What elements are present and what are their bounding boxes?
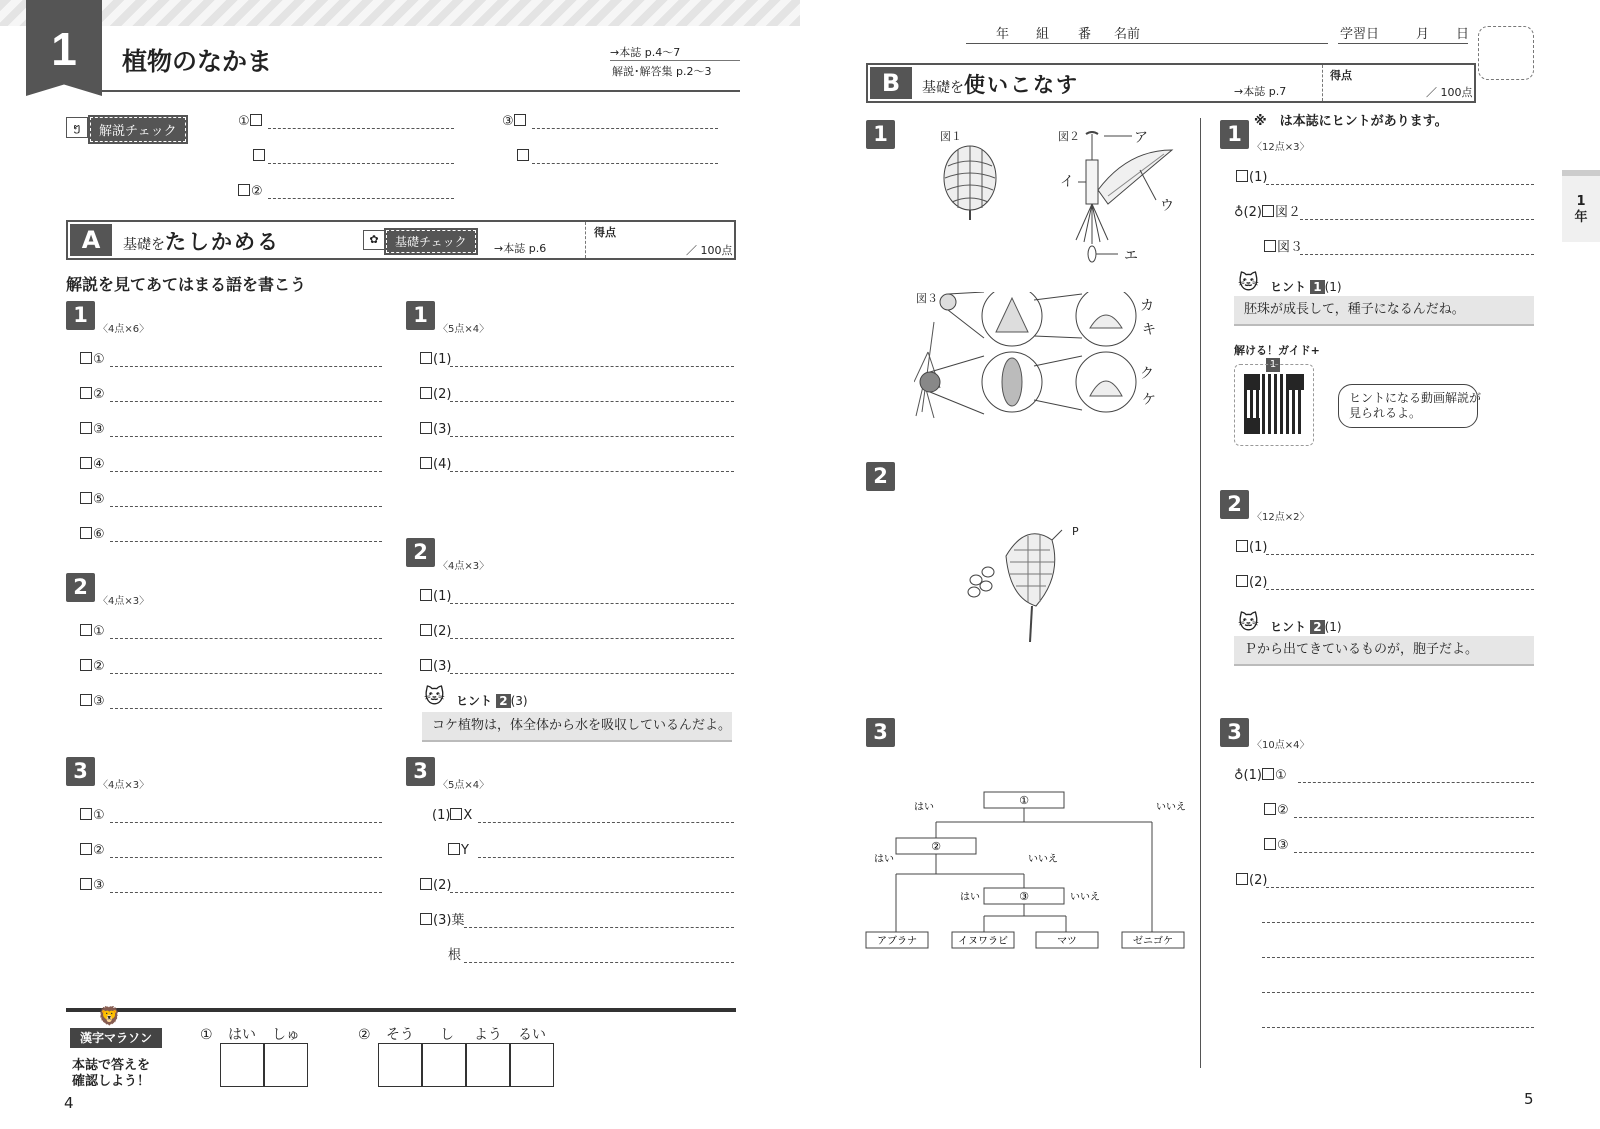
label-p: P [1072, 525, 1079, 538]
guide-num: 1 [1266, 358, 1280, 372]
q1-right-item: (1) [420, 352, 451, 368]
b-q1-item: (1) [1236, 170, 1267, 186]
answer-line [1294, 817, 1534, 818]
q2-right-badge: 2 [406, 538, 435, 567]
header-day: 日 [1456, 27, 1470, 42]
label-ki: キ [1142, 322, 1156, 338]
date-line [1338, 43, 1468, 44]
stamp-box [1478, 26, 1534, 80]
b-q3-item: ② [1264, 803, 1289, 819]
kanji-note-1: 本誌で答えを [72, 1058, 151, 1073]
q2-left-points: 〈4点×3〉 [98, 596, 150, 607]
tree-node-1: ① [1019, 794, 1029, 807]
fig3-label: 図３ [916, 292, 938, 305]
q1-left-item: ③ [80, 422, 105, 438]
kanji-answer-box[interactable] [220, 1043, 264, 1087]
name-line [966, 43, 1328, 44]
hint-a-tag: ヒント 2 (3) [456, 694, 528, 708]
q3-left-item: ② [80, 843, 105, 859]
chapter-title: 植物のなかま [122, 47, 273, 76]
b-fig-q1-badge: 1 [866, 120, 895, 149]
answer-line [110, 673, 382, 674]
kanji-q2-kana: し [440, 1027, 454, 1043]
hint-flag-icon: ♁ [1234, 205, 1244, 220]
kanji-tag: 漢字マラソン [70, 1028, 162, 1048]
answer-line [1262, 922, 1534, 923]
q1-left-item: ① [80, 352, 105, 368]
section-a-title: 基礎をたしかめる [123, 230, 280, 254]
b-fig-q2-badge: 2 [866, 462, 895, 491]
b-q2-item: (1) [1236, 540, 1267, 556]
grade-side-tab[interactable] [1562, 170, 1600, 242]
sprout-icon: ✿ [363, 230, 385, 250]
b-q3-item: ♁(1) ① [1234, 768, 1287, 783]
answer-line [110, 822, 382, 823]
q2-right-points: 〈4点×3〉 [438, 561, 490, 572]
answer-line [450, 471, 734, 472]
mascot-icon: 🐱 [1238, 610, 1259, 634]
q3-right-points: 〈5点×4〉 [438, 780, 490, 791]
q3-right-badge: 3 [406, 757, 435, 786]
section-b-letter: B [870, 67, 912, 99]
page-number-right: 5 [1524, 1090, 1534, 1108]
kanji-q1-kana: はい [228, 1027, 256, 1043]
answer-line [1294, 852, 1534, 853]
instruction: 解説を見てあてはまる語を書こう [66, 275, 307, 294]
answer-line [450, 436, 734, 437]
guide-title: 解ける！ガイド+ [1234, 344, 1320, 357]
label-e: エ [1124, 248, 1138, 264]
answer-line [478, 822, 734, 823]
q1-left-badge: 1 [66, 301, 95, 330]
b-q3-points: 〈10点×4〉 [1252, 740, 1310, 751]
answer-line [464, 927, 734, 928]
answer-line [110, 857, 382, 858]
answer-line [1266, 184, 1534, 185]
check-tag-icon: ໆ [66, 117, 88, 138]
q3-right-item: Y [448, 843, 469, 859]
answer-line [532, 163, 718, 164]
answer-line [268, 163, 454, 164]
score-label-b: 得点 [1330, 69, 1352, 82]
answer-line [450, 366, 734, 367]
section-a-letter: A [70, 224, 112, 256]
answer-line [1266, 589, 1534, 590]
section-b-ref: →本誌 p.7 [1234, 85, 1287, 98]
tree-leaf: イヌワラビ [958, 936, 1008, 947]
basic-check-tag: 基礎チェック [386, 230, 476, 253]
q1-right-badge: 1 [406, 301, 435, 330]
q1-left-item: ④ [80, 457, 105, 473]
q2-right-item: (2) [420, 624, 451, 640]
hint-2-box: Ｐから出てきているものが，胞子だよ。 [1234, 636, 1534, 666]
tree-yes: はい [960, 892, 980, 903]
hint-a-box: コケ植物は，体全体から水を吸収しているんだよ。 [422, 712, 732, 742]
q2-left-item: ② [80, 659, 105, 675]
page-number-left: 4 [64, 1094, 74, 1112]
lion-icon: 🦁 [98, 1006, 121, 1027]
kanji-answer-box[interactable] [510, 1043, 554, 1087]
qr-code-icon[interactable] [1244, 374, 1304, 434]
answer-line [450, 401, 734, 402]
label-i: イ [1060, 174, 1074, 190]
answer-line [478, 857, 734, 858]
section-a-ref: →本誌 p.6 [494, 242, 547, 255]
hint-flag-icon: ♁ [1234, 768, 1244, 783]
answer-line [450, 603, 734, 604]
kanji-answer-box[interactable] [264, 1043, 308, 1087]
b-q3-item: ③ [1264, 838, 1289, 854]
tree-no: いいえ [1070, 892, 1100, 903]
tree-yes: はい [874, 854, 894, 865]
answer-line [450, 892, 734, 893]
answer-line [450, 638, 734, 639]
label-ku: ク [1140, 366, 1154, 382]
kanji-answer-box[interactable] [378, 1043, 422, 1087]
answer-line [1262, 992, 1534, 993]
answer-line [110, 638, 382, 639]
guide-bubble [1338, 384, 1482, 428]
q1-left-item: ⑤ [80, 492, 105, 508]
classification-tree [860, 780, 1200, 950]
chapter-number: 1 [51, 23, 77, 75]
q3-right-item: (3)葉 [420, 913, 464, 929]
b-q2-points: 〈12点×2〉 [1252, 512, 1310, 523]
answer-line [110, 436, 382, 437]
b-q1-badge: 1 [1220, 120, 1249, 149]
ref-answers: 解説･解答集 p.2〜3 [612, 65, 712, 78]
ref-divider [610, 60, 740, 61]
side-tab-label: 年 [1574, 210, 1588, 225]
fig1-label: 図１ [940, 130, 962, 143]
section-b-title: 基礎を使いこなす [922, 73, 1079, 97]
q1-left-points: 〈4点×6〉 [98, 324, 150, 335]
answer-line [1262, 1027, 1534, 1028]
header-kumi: 組 [1036, 27, 1050, 42]
label-a: ア [1134, 130, 1148, 146]
pine-branch-figure [914, 292, 1164, 426]
check-item-1: ① [238, 114, 263, 130]
header-name: 名前 [1114, 27, 1141, 42]
guide-bubble-line1: ヒントになる動画解説が [1349, 391, 1482, 405]
check-item-2: ② [238, 184, 263, 200]
guide-bubble-line2: 見られるよ。 [1349, 406, 1422, 420]
score-divider-b [1322, 65, 1323, 101]
header-study-date: 学習日 [1340, 27, 1380, 42]
check-item-3: ③ [502, 114, 527, 130]
answer-line [268, 128, 454, 129]
answer-line [110, 366, 382, 367]
answer-line [450, 673, 734, 674]
tree-no: いいえ [1156, 802, 1186, 813]
hint-1-tag: ヒント 1 (1) [1270, 280, 1342, 294]
chapter-underline [102, 90, 740, 92]
b-fig-q3-badge: 3 [866, 718, 895, 747]
top-stripe [0, 0, 800, 26]
q3-right-item: (2) [420, 878, 451, 894]
b-q1-points: 〈12点×3〉 [1252, 142, 1310, 153]
label-ka: カ [1140, 298, 1154, 314]
answer-line [110, 541, 382, 542]
kanji-answer-box[interactable] [466, 1043, 510, 1087]
kanji-q2-kana: るい [518, 1027, 546, 1043]
answer-line [464, 962, 734, 963]
answer-line [1300, 254, 1534, 255]
score-total-b: ／ 100点 [1426, 86, 1473, 99]
b-q1-item: ♁(2) 図２ [1234, 205, 1301, 220]
mascot-icon: 🐱 [1238, 270, 1259, 294]
header-nen: 年 [996, 27, 1010, 42]
ref-textbook: →本誌 p.4〜7 [610, 46, 681, 59]
answer-line [268, 198, 454, 199]
q1-left-item: ⑥ [80, 527, 105, 543]
q3-left-item: ① [80, 808, 105, 824]
answer-line [1300, 219, 1534, 220]
q1-right-points: 〈5点×4〉 [438, 324, 490, 335]
b-q1-item: 図３ [1264, 240, 1303, 256]
q1-right-item: (2) [420, 387, 451, 403]
kanji-q2-num: ② [358, 1027, 371, 1043]
answer-line [110, 708, 382, 709]
answer-line [532, 128, 718, 129]
b-q2-item: (2) [1236, 575, 1267, 591]
check-item-3b [517, 149, 530, 165]
hint-1-box: 胚珠が成長して，種子になるんだね。 [1234, 296, 1534, 326]
q1-left-item: ② [80, 387, 105, 403]
kanji-q2-kana: そう [386, 1027, 414, 1043]
answer-line [1298, 782, 1534, 783]
q2-left-item: ① [80, 624, 105, 640]
q3-right-item: 根 [448, 948, 462, 963]
moss-capsule-figure [966, 526, 1076, 642]
q3-left-badge: 3 [66, 757, 95, 786]
q1-right-item: (3) [420, 422, 451, 438]
q3-left-item: ③ [80, 878, 105, 894]
answer-line [110, 471, 382, 472]
tree-node-2: ② [931, 840, 941, 853]
score-label-a: 得点 [594, 226, 616, 239]
tree-leaf: アブラナ [877, 936, 917, 947]
tree-leaf: ゼニゴケ [1133, 936, 1173, 947]
header-month: 月 [1416, 27, 1430, 42]
q2-left-badge: 2 [66, 573, 95, 602]
q2-right-item: (1) [420, 589, 451, 605]
q1-right-item: (4) [420, 457, 451, 473]
tree-yes: はい [914, 802, 934, 813]
answer-line [110, 506, 382, 507]
label-ke: ケ [1142, 392, 1156, 408]
label-u: ウ [1160, 198, 1174, 214]
q2-right-item: (3) [420, 659, 451, 675]
tree-leaf: マツ [1057, 936, 1077, 947]
kanji-q1-kana: しゅ [272, 1027, 300, 1043]
tree-no: いいえ [1028, 854, 1058, 865]
b-q3-badge: 3 [1220, 718, 1249, 747]
pine-cone-figure [938, 142, 1002, 220]
b-q2-badge: 2 [1220, 490, 1249, 519]
answer-line [1266, 887, 1534, 888]
answer-line [1262, 957, 1534, 958]
kanji-answer-box[interactable] [422, 1043, 466, 1087]
fig2-label: 図２ [1058, 130, 1080, 143]
hint-note: ※ は本誌にヒントがあります。 [1254, 114, 1448, 129]
b-q3-item: (2) [1236, 873, 1267, 889]
answer-line [1266, 554, 1534, 555]
score-total-a: ／ 100点 [686, 244, 733, 257]
kanji-q2-kana: よう [474, 1027, 502, 1043]
check-item-1b [253, 149, 266, 165]
kanji-q1-num: ① [200, 1027, 213, 1043]
column-divider [1200, 118, 1201, 1068]
q2-left-item: ③ [80, 694, 105, 710]
tree-node-3: ③ [1019, 890, 1029, 903]
answer-line [110, 892, 382, 893]
check-tag: 解説チェック [90, 117, 186, 142]
score-divider-a [585, 222, 586, 258]
mascot-icon: 🐱 [424, 684, 445, 708]
side-tab-num: 1 [1576, 194, 1586, 209]
kanji-note-2: 確認しよう！ [72, 1074, 151, 1089]
q3-left-points: 〈4点×3〉 [98, 780, 150, 791]
q3-right-item: (1) X [432, 808, 473, 823]
answer-line [110, 401, 382, 402]
kanji-divider [66, 1008, 736, 1012]
hint-2-tag: ヒント 2 (1) [1270, 620, 1342, 634]
header-ban: 番 [1078, 27, 1092, 42]
